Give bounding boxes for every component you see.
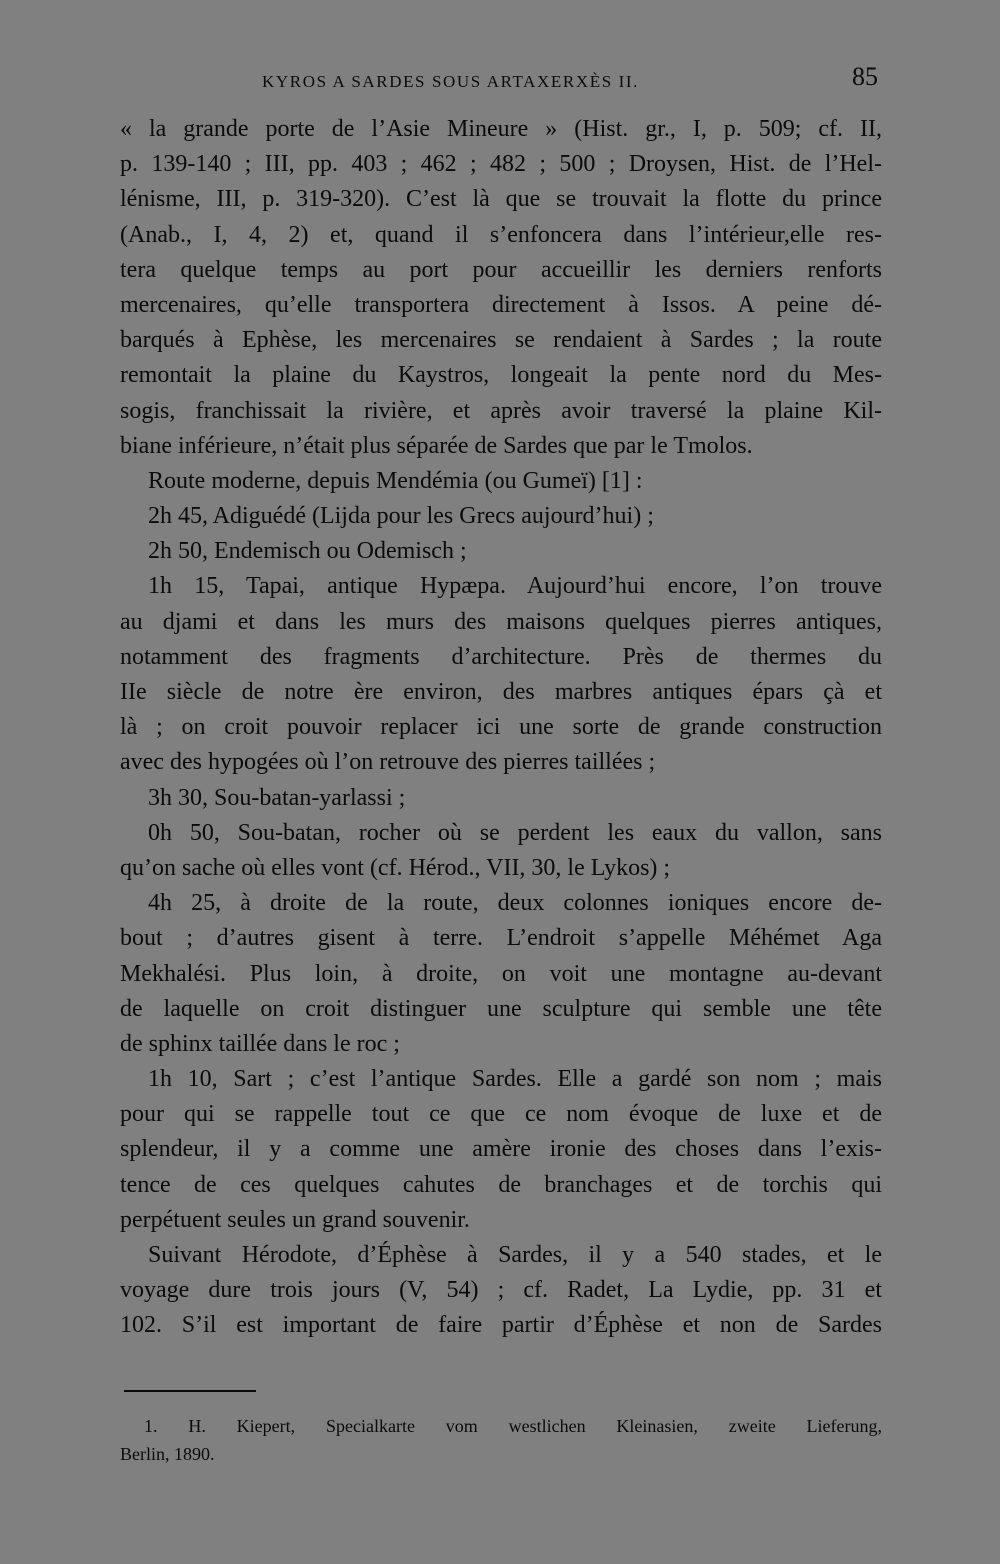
text-line: pour qui se rappelle tout ce que ce nom évoque de luxe et de <box>120 1101 882 1128</box>
footnote-divider <box>124 1390 256 1392</box>
text-line: notamment des fragments d’architecture. Près de thermes du <box>120 643 882 670</box>
text-line: lénisme, III, p. 319-320). C’est là que se trouvait la flotte du prince <box>120 186 882 213</box>
text-line: bout ; d’autres gisent à terre. L’endroit s’appelle Méhémet Aga <box>120 925 882 952</box>
text-line: de sphinx taillée dans le roc ; <box>120 1030 400 1057</box>
text-line: Mekhalési. Plus loin, à droite, on voit une montagne au-devant <box>120 960 882 987</box>
footnote-line: 1. H. Kiepert, Specialkarte vom westlichen Kleinasien, zweite Lieferung, <box>144 1416 882 1436</box>
text-line: barqués à Ephèse, les mercenaires se rendaient à Sardes ; la route <box>120 327 882 354</box>
itinerary-line: 2h 50, Endemisch ou Odemisch ; <box>148 538 467 565</box>
text-line: tence de ces quelques cahutes de branchages et de torchis qui <box>120 1171 882 1198</box>
itinerary-line: 0h 50, Sou-batan, rocher où se perdent les eaux du vallon, sans <box>148 819 882 846</box>
text-line: voyage dure trois jours (V, 54) ; cf. Radet, La Lydie, pp. 31 et <box>120 1277 882 1304</box>
text-line: splendeur, il y a comme une amère ironie des choses dans l’exis- <box>120 1136 882 1163</box>
text-line: perpétuent seules un grand souvenir. <box>120 1206 470 1233</box>
text-line: avec des hypogées où l’on retrouve des pierres taillées ; <box>120 749 656 776</box>
text-line: qu’on sache où elles vont (cf. Hérod., VII, 30, le Lykos) ; <box>120 854 671 881</box>
running-head: KYROS A SARDES SOUS ARTAXERXÈS II. <box>262 72 639 91</box>
text-line: Suivant Hérodote, d’Éphèse à Sardes, il y a 540 stades, et le <box>148 1242 882 1268</box>
itinerary-line: 1h 10, Sart ; c’est l’antique Sardes. Elle a gardé son nom ; mais <box>148 1066 882 1093</box>
itinerary-line: 2h 45, Adiguédé (Lijda pour les Grecs aujourd’hui) ; <box>148 503 654 530</box>
text-line: biane inférieure, n’était plus séparée de Sardes que par le Tmolos. <box>120 432 753 459</box>
text-line: p. 139-140 ; III, pp. 403 ; 462 ; 482 ; 500 ; Droysen, Hist. de l’Hel- <box>120 151 882 178</box>
text-line: 102. S’il est important de faire partir d’Éphèse et non de Sardes <box>120 1312 882 1339</box>
text-line: Route moderne, depuis Mendémia (ou Gumeï) [1] : <box>148 467 643 494</box>
footnote <box>120 1412 882 1468</box>
text-line: (Anab., I, 4, 2) et, quand il s’enfoncera dans l’intérieur,elle res- <box>120 221 882 248</box>
text-line: tera quelque temps au port pour accueillir les derniers renforts <box>120 256 882 283</box>
text-line: de laquelle on croit distinguer une sculpture qui semble une tête <box>120 995 882 1022</box>
text-line: remontait la plaine du Kaystros, longeait la pente nord du Mes- <box>120 362 882 389</box>
footnote-line: Berlin, 1890. <box>120 1444 215 1464</box>
text-line: IIe siècle de notre ère environ, des marbres antiques épars çà et <box>120 679 882 705</box>
page-header <box>120 62 880 98</box>
text-line: au djami et dans les murs des maisons quelques pierres antiques, <box>120 608 882 635</box>
text-line: « la grande porte de l’Asie Mineure » (Hist. gr., I, p. 509; cf. II, <box>120 116 882 142</box>
itinerary-line: 3h 30, Sou-batan-yarlassi ; <box>148 784 406 811</box>
text-line: là ; on croit pouvoir replacer ici une sorte de grande construction <box>120 714 882 741</box>
page-number: 85 <box>852 62 878 91</box>
itinerary-line: 4h 25, à droite de la route, deux colonnes ioniques encore de- <box>148 890 882 917</box>
body-text <box>120 112 882 1344</box>
itinerary-line: 1h 15, Tapai, antique Hypæpa. Aujourd’hui encore, l’on trouve <box>148 573 882 600</box>
text-line: mercenaires, qu’elle transportera directement à Issos. A peine dé- <box>120 291 882 318</box>
text-line: sogis, franchissait la rivière, et après avoir traversé la plaine Kil- <box>120 397 882 424</box>
